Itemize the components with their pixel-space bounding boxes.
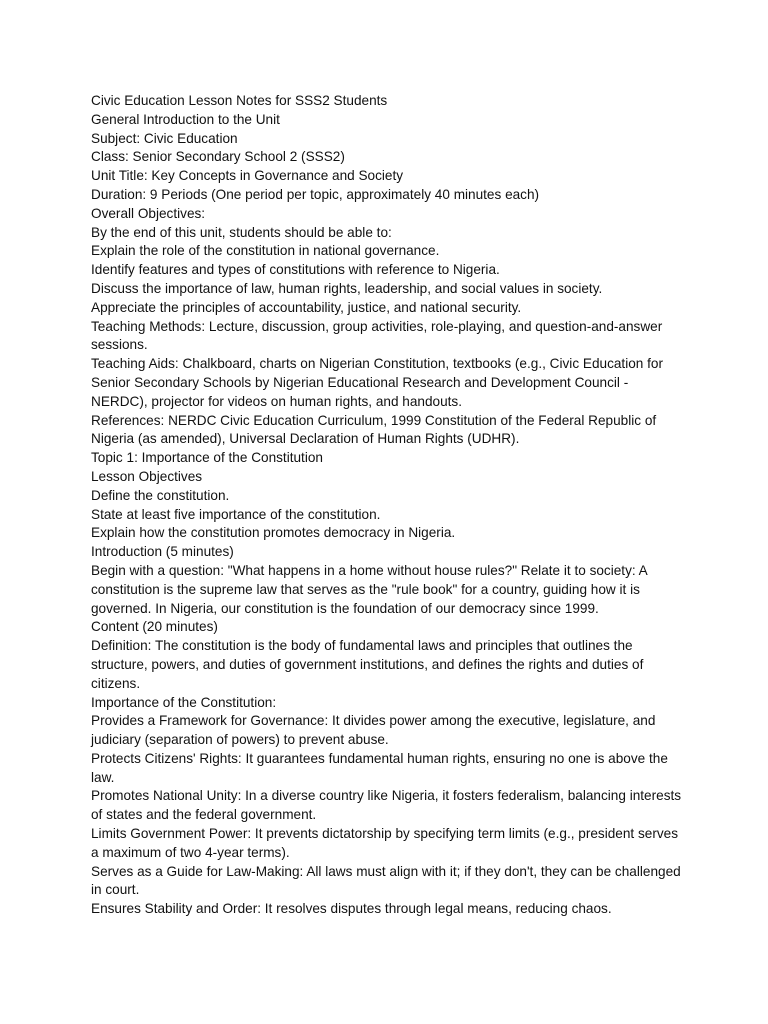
class-line: Class: Senior Secondary School 2 (SSS2) <box>91 149 345 165</box>
objective-item: Explain the role of the constitution in national governance. <box>91 243 440 259</box>
section-heading: General Introduction to the Unit <box>91 111 280 127</box>
objective-item: Discuss the importance of law, human rights, leadership, and social values in society. <box>91 280 603 296</box>
lesson-objective-item: Explain how the constitution promotes democracy in Nigeria. <box>91 525 456 541</box>
section-heading: Overall Objectives: <box>91 205 206 221</box>
section-heading: Lesson Objectives <box>91 468 203 484</box>
section-heading: Content (20 minutes) <box>91 619 218 635</box>
subject-line: Subject: Civic Education <box>91 130 238 146</box>
teaching-methods: Teaching Methods: Lecture, discussion, group activities, role-playing, and question-and-answer sessions. <box>91 318 663 353</box>
document-title: Civic Education Lesson Notes for SSS2 Students <box>91 93 388 108</box>
importance-item: Provides a Framework for Governance: It divides power among the executive, legislature, and judiciary (separation of powers) to prevent abuse. <box>91 713 656 748</box>
importance-item: Protects Citizens' Rights: It guarantees fundamental human rights, ensuring no one is above the law. <box>91 750 668 785</box>
references: References: NERDC Civic Education Curriculum, 1999 Constitution of the Federal Republic of Nigeria (as amended), Universal Declaration of Human Rights (UDHR). <box>91 412 657 447</box>
topic-heading: Topic 1: Importance of the Constitution <box>91 450 323 466</box>
teaching-aids: Teaching Aids: Chalkboard, charts on Nigerian Constitution, textbooks (e.g., Civic Education for Senior Secondary Schools by Nigerian Educational Research and Development Council - NERDC), projector for videos on human rights, and handouts. <box>91 356 663 409</box>
objective-item: Appreciate the principles of accountability, justice, and national security. <box>91 299 522 315</box>
section-heading: Importance of the Constitution: <box>91 694 277 710</box>
importance-item: Ensures Stability and Order: It resolves disputes through legal means, reducing chaos. <box>91 901 612 917</box>
lesson-objective-item: Define the constitution. <box>91 487 230 503</box>
importance-item: Serves as a Guide for Law-Making: All laws must align with it; if they don't, they can be challenged in court. <box>91 863 681 898</box>
paragraph: Begin with a question: "What happens in a home without house rules?" Relate it to society: A constitution is the supreme law that serves as the "rule book" for a country, guiding how it is governed. In Nigeria, our constitution is the foundation of our democracy since 1999. <box>91 562 647 616</box>
section-heading: Introduction (5 minutes) <box>91 544 234 560</box>
importance-item: Promotes National Unity: In a diverse country like Nigeria, it fosters federalism, balancing interests of states and the federal government. <box>91 788 682 823</box>
objective-item: Identify features and types of constitutions with reference to Nigeria. <box>91 262 500 278</box>
paragraph: By the end of this unit, students should be able to: <box>91 224 392 240</box>
duration-line: Duration: 9 Periods (One period per topic, approximately 40 minutes each) <box>91 186 540 202</box>
lesson-objective-item: State at least five importance of the constitution. <box>91 506 381 522</box>
unit-title-line: Unit Title: Key Concepts in Governance and Society <box>91 168 404 184</box>
importance-item: Limits Government Power: It prevents dictatorship by specifying term limits (e.g., president serves a maximum of two 4-year terms). <box>91 826 679 860</box>
document-body <box>91 92 687 919</box>
definition-paragraph: Definition: The constitution is the body of fundamental laws and principles that outlines the structure, powers, and duties of government institutions, and defines the rights and duties of citizens. <box>91 638 644 691</box>
